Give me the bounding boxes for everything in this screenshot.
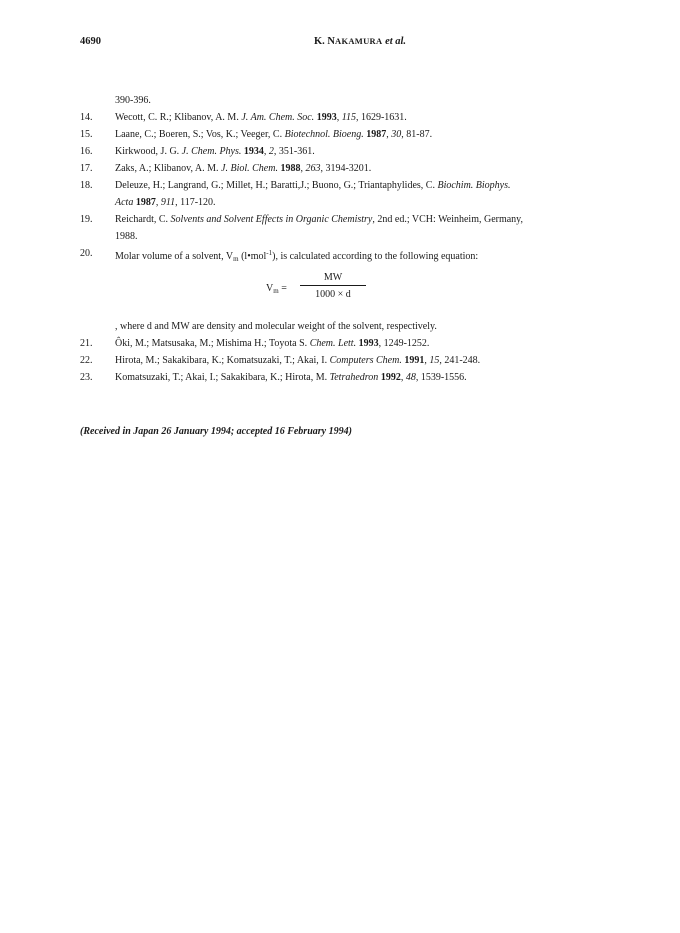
ref-authors: Reichardt, C. <box>115 214 171 225</box>
ref-year: 1993 <box>358 338 379 349</box>
ref-authors: Deleuze, H.; Langrand, G.; Millet, H.; Baratti,J.; Buono, G.; Triantaphylides, C. <box>115 180 438 191</box>
ref-authors: Hirota, M.; Sakakibara, K.; Komatsuzaki, T.; Akai, I. <box>115 355 330 366</box>
subscript: m <box>233 255 239 263</box>
eq-equals: = <box>278 283 287 294</box>
ref-year: 1988 <box>280 163 301 174</box>
running-head <box>314 36 406 47</box>
ref-journal: J. Biol. Chem. <box>221 163 278 174</box>
ref-year: 1987 <box>366 129 387 140</box>
ref-year: 1991 <box>404 355 425 366</box>
reference-number: 17. <box>80 163 93 174</box>
reference-text <box>115 245 620 268</box>
ref-pages: , 1629-1631. <box>355 112 407 123</box>
reference-number: 19. <box>80 214 93 225</box>
ref-journal: J. Chem. Phys. <box>181 146 242 157</box>
reference-19 <box>80 211 620 245</box>
ref-text-a: Molar volume of a solvent, V <box>115 251 234 262</box>
equation-numerator: MW <box>300 270 366 286</box>
reference-number: 16. <box>80 146 93 157</box>
reference-21 <box>80 335 620 352</box>
ref-pages: , 1539-1556. <box>415 372 467 383</box>
ref-authors: Ôki, M.; Matsusaka, M.; Mishima H.; Toyota S. <box>115 338 310 349</box>
eq-v: V <box>266 283 274 294</box>
reference-text: Kirkwood, J. G. J. Chem. Phys. 1934, 2, 351-361. <box>115 146 315 157</box>
reference-20 <box>80 245 620 268</box>
ref-volume: 48 <box>405 372 416 383</box>
ref-pages: , 1249-1252. <box>378 338 430 349</box>
reference-number: 23. <box>80 372 93 383</box>
reference-number: 20. <box>80 248 93 259</box>
ref-book-title: Solvents and Solvent Effects in Organic Chemistry <box>170 214 373 225</box>
reference-text: Laane, C.; Boeren, S.; Vos, K.; Veeger, C. Biotechnol. Bioeng. 1987, 30, 81-87. <box>115 129 433 140</box>
equation-fraction <box>300 270 366 302</box>
reference-17 <box>80 160 620 177</box>
reference-14 <box>80 109 620 126</box>
reference-text: Hirota, M.; Sakakibara, K.; Komatsuzaki, T.; Akai, I. Computers Chem. 1991, 15, 241-248. <box>115 355 481 366</box>
ref-journal: J. Am. Chem. Soc. <box>241 112 315 123</box>
ref-pages: , 241-248. <box>439 355 481 366</box>
ref-volume: 30 <box>391 129 402 140</box>
page-number: 4690 <box>80 36 101 47</box>
reference-number: 21. <box>80 338 93 349</box>
ref-authors: Zaks, A.; Klibanov, A. M. <box>115 163 222 174</box>
ref-pages: , 81-87. <box>401 129 433 140</box>
reference-text: Zaks, A.; Klibanov, A. M. J. Biol. Chem. 1988, 263, 3194-3201. <box>115 163 372 174</box>
ref-volume: 2 <box>268 146 274 157</box>
reference-text: Wecott, C. R.; Klibanov, A. M. J. Am. Chem. Soc. 1993, 115, 1629-1631. <box>115 112 407 123</box>
ref-pages: , 351-361. <box>273 146 315 157</box>
reference-number: 15. <box>80 129 93 140</box>
reference-number: 18. <box>80 180 93 191</box>
reference-text: Komatsuzaki, T.; Akai, I.; Sakakibara, K.; Hirota, M. Tetrahedron 1992, 48, 1539-1556. <box>115 372 467 383</box>
reference-text: Deleuze, H.; Langrand, G.; Millet, H.; Baratti,J.; Buono, G.; Triantaphylides, C. Biochim. Biophys. Acta 1987, 911, 117-120. <box>115 180 511 208</box>
ref-authors: Komatsuzaki, T.; Akai, I.; Sakakibara, K.; Hirota, M. <box>115 372 330 383</box>
et-al: et al. <box>385 36 407 47</box>
ref-journal: Biochim. Biophys. <box>437 180 511 191</box>
ref-text-b: (l•mol <box>238 251 267 262</box>
ref-journal: Chem. Lett. <box>309 338 357 349</box>
reference-text <box>115 211 620 245</box>
equation-lhs <box>266 280 287 300</box>
equation-denominator: 1000 × d <box>315 289 351 300</box>
molar-volume-equation <box>80 268 620 318</box>
superscript: -1 <box>266 249 273 257</box>
author-initial: K. N <box>314 36 335 47</box>
ref-pages: , 3194-3201. <box>320 163 372 174</box>
ref-year: 1993 <box>316 112 337 123</box>
ref-authors: Laane, C.; Boeren, S.; Vos, K.; Veeger, C. <box>115 129 285 140</box>
page-header <box>80 36 620 54</box>
ref-volume: 911 <box>160 197 176 208</box>
ref-volume: 115 <box>341 112 356 123</box>
ref-text-c: ), is calculated according to the following equation: <box>272 251 479 262</box>
ref-authors: Kirkwood, J. G. <box>115 146 182 157</box>
ref-journal-cont: Acta <box>115 197 134 208</box>
reference-16 <box>80 143 620 160</box>
ref-publisher: , 2nd ed.; VCH: Weinheim, Germany, <box>372 214 524 225</box>
ref-pages: , 117-120. <box>175 197 216 208</box>
eq-subscript: m <box>273 287 279 295</box>
ref-year: 1987 <box>135 197 156 208</box>
ref-volume: 15 <box>429 355 440 366</box>
reference-text <box>115 335 620 352</box>
received-date-note: (Received in Japan 26 January 1994; accepted 16 February 1994) <box>80 426 352 437</box>
reference-number: 22. <box>80 355 93 366</box>
ref-year: 1988. <box>115 231 138 242</box>
ref-authors: Wecott, C. R.; Klibanov, A. M. <box>115 112 242 123</box>
reference-continuation: 390-396. <box>115 95 151 106</box>
reference-number: 14. <box>80 112 93 123</box>
reference-23 <box>80 369 620 386</box>
ref-journal: Computers Chem. <box>329 355 402 366</box>
ref-journal: Biotechnol. Bioeng. <box>284 129 364 140</box>
ref-year: 1934 <box>243 146 264 157</box>
reference-18 <box>80 177 620 211</box>
equation-explanation: , where d and MW are density and molecular weight of the solvent, respectively. <box>115 321 437 332</box>
ref-volume: 263 <box>305 163 321 174</box>
author-surname: AKAMURA <box>335 36 383 46</box>
reference-list <box>80 92 620 386</box>
ref-year: 1992 <box>380 372 401 383</box>
reference-15 <box>80 126 620 143</box>
ref-journal: Tetrahedron <box>329 372 379 383</box>
reference-22 <box>80 352 620 369</box>
